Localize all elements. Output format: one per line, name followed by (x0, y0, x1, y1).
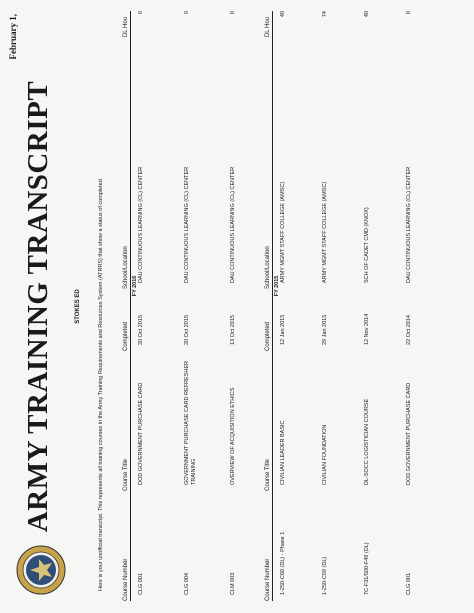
page-title: ARMY TRAINING TRANSCRIPT (22, 80, 54, 533)
table-row (138, 11, 184, 601)
col-dl-hours: DL Hou (265, 17, 271, 38)
intro-text: Here is your unofficial transcript. This represents all training courses in the Army Training Requirements and Resources System (ATRRS) that show a status of completed. (98, 177, 104, 591)
cell-course-number: 7C-F31/500-F49 (DL) (364, 542, 370, 595)
cell-course-title: DL-SOCC LOGISTICIAN COURSE (364, 398, 370, 485)
table-row (184, 11, 230, 601)
cell-school: ARMY MGMT STAFF COLLEGE (AMSC) (322, 181, 328, 283)
cell-course-number: CLG 004 (184, 572, 190, 595)
cell-dl-hours: 0 (230, 11, 236, 15)
cell-course-title: OVERVIEW OF ACQUISITION ETHICS (230, 387, 236, 485)
table-row (280, 11, 322, 601)
cell-completed: 29 Jan 2015 (322, 314, 328, 345)
cell-course-number: CLM 003 (230, 572, 236, 595)
fiscal-year-label: FY 2015 (274, 275, 280, 297)
cell-school: DAU CONTINUOUS LEARNING (CL) CENTER (138, 166, 144, 283)
cell-dl-hours: 40 (280, 11, 286, 18)
col-school: School/Location (123, 246, 129, 289)
student-name: STOKES ED (75, 289, 81, 324)
col-dl-hours: DL Hou (123, 17, 129, 38)
cell-dl-hours: 0 (184, 11, 190, 15)
cell-course-title: CIVILIAN FOUNDATION (322, 424, 328, 485)
cell-school: ARMY MGMT STAFF COLLEGE (AMSC) (280, 181, 286, 283)
transcript-table-fy2015 (260, 11, 448, 601)
cell-completed: 12 Nov 2014 (364, 313, 370, 345)
col-course-title: Course Title (265, 458, 271, 491)
cell-course-title: CIVILIAN LEADER BASIC (280, 420, 286, 485)
table-row (406, 11, 448, 601)
col-completed: Completed (123, 321, 129, 351)
table-header (260, 11, 273, 601)
table-header (118, 11, 131, 601)
cell-completed: 20 Oct 2015 (184, 315, 190, 345)
cell-completed: 13 Oct 2015 (230, 315, 236, 345)
table-row (364, 11, 406, 601)
col-course-number: Course Number (123, 558, 129, 601)
cell-course-number: CLG 001 (138, 572, 144, 595)
cell-course-number: 1-250-C60 (DL) - Phase 1 (280, 531, 286, 595)
cell-course-title: DOD GOVERNMENT PURCHASE CARD (406, 382, 412, 485)
cell-course-title: GOVERNMENT PURCHASE CARD REFRESHER TRAINING (184, 361, 197, 485)
cell-completed: 22 Oct 2014 (406, 315, 412, 345)
col-course-title: Course Title (123, 458, 129, 491)
cell-dl-hours: 0 (406, 11, 412, 15)
cell-course-title: DOD GOVERNMENT PURCHASE CARD (138, 382, 144, 485)
col-completed: Completed (265, 321, 271, 351)
transcript-table-fy2016 (118, 11, 276, 601)
table-row (322, 11, 364, 601)
cell-school: SCH OF CADET CMD (KNOX) (364, 207, 370, 283)
cell-dl-hours: 0 (138, 11, 144, 15)
cell-completed: 12 Jan 2015 (280, 314, 286, 345)
cell-course-number: CLG 001 (406, 572, 412, 595)
cell-school: DAU CONTINUOUS LEARNING (CL) CENTER (184, 166, 190, 283)
cell-completed: 20 Oct 2015 (138, 315, 144, 345)
cell-school: DAU CONTINUOUS LEARNING (CL) CENTER (406, 166, 412, 283)
fiscal-year-label: FY 2016 (132, 275, 138, 297)
cell-course-number: 1-250-C59 (DL) (322, 556, 328, 595)
report-date: February 1, (8, 14, 18, 60)
col-course-number: Course Number (265, 558, 271, 601)
col-school: School/Location (265, 246, 271, 289)
cell-dl-hours: 40 (364, 11, 370, 18)
cell-dl-hours: 74 (322, 11, 328, 18)
cell-school: DAU CONTINUOUS LEARNING (CL) CENTER (230, 166, 236, 283)
